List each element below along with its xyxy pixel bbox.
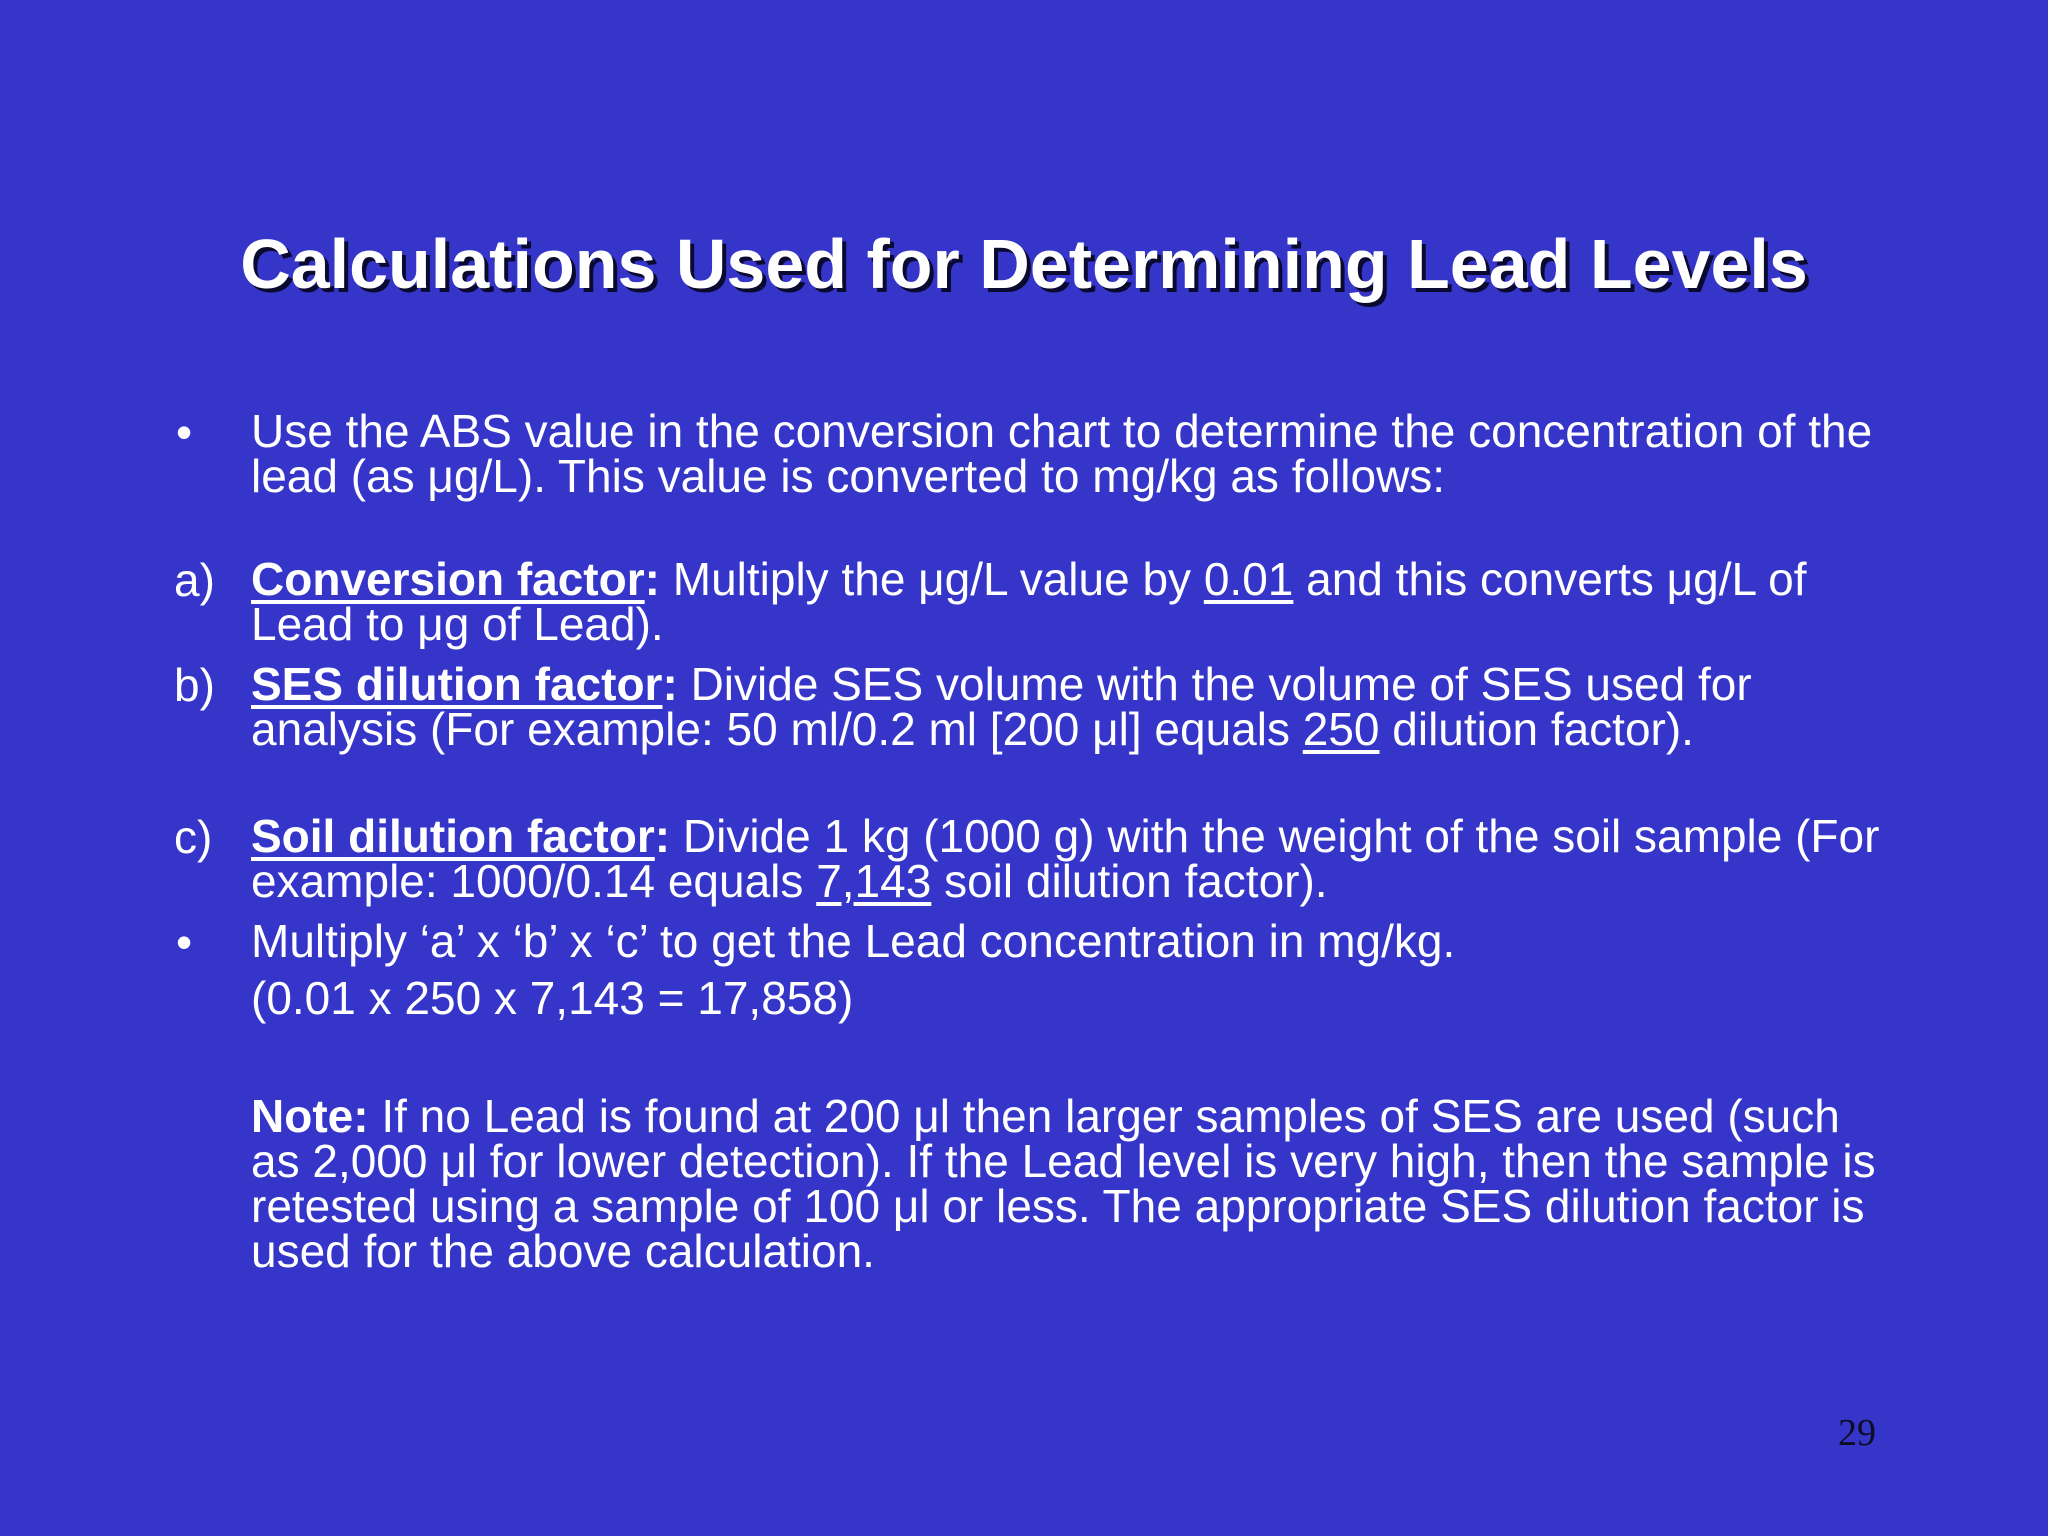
term-colon: : — [654, 810, 671, 862]
text-after: and this converts μg/L of Lead to μg of Lead). — [251, 553, 1807, 650]
note-text — [251, 1090, 1881, 1277]
term-conversion-factor: Conversion factor — [251, 553, 645, 605]
text-after: dilution factor). — [1379, 703, 1694, 755]
list-text-a — [251, 553, 1881, 650]
text-before: Multiply the μg/L value by — [659, 553, 1204, 605]
term-ses-dilution-factor: SES dilution factor — [251, 658, 663, 710]
bullet-text: Multiply ‘a’ x ‘b’ x ‘c’ to get the Lead concentration in mg/kg. — [251, 915, 1456, 967]
list-text-b — [251, 658, 1881, 755]
text-before: Divide SES volume with the volume of SES used for analysis (For example: 50 ml/0.2 ml [200 μl] equals — [251, 658, 1752, 755]
value-conversion-factor: 0.01 — [1203, 553, 1294, 605]
value-soil-dilution-factor: 7,143 — [816, 855, 932, 907]
text-before: Divide 1 kg (1000 g) with the weight of the soil sample (For example: 1000/0.14 equals — [251, 810, 1880, 907]
text-after: soil dilution factor). — [931, 855, 1328, 907]
list-marker-b: b) — [174, 659, 215, 711]
bullet-text: Use the ABS value in the conversion chart to determine the concentration of the lead (as μg/L). This value is converted to mg/kg as follows: — [251, 405, 1873, 502]
formula: (0.01 x 250 x 7,143 = 17,858) — [251, 972, 854, 1024]
term-colon: : — [662, 658, 678, 710]
list-marker-c: c) — [174, 811, 213, 863]
page-number: 29 — [1838, 1412, 1876, 1454]
term-soil-dilution-factor: Soil dilution factor — [251, 810, 655, 862]
note-body: If no Lead is found at 200 μl then larger samples of SES are used (such as 2,000 μl for lower detection). If the Lead level is very high, then the sample is retested using a sample of 100 μl or less. The appropriate SES dilution factor is used for the above calculation. — [251, 1090, 1876, 1277]
value-ses-dilution-factor: 250 — [1302, 703, 1380, 755]
list-marker-a: a) — [174, 554, 215, 606]
slide-title: Calculations Used for Determining Lead Levels — [240, 225, 1808, 303]
list-text-c — [251, 810, 1881, 907]
note-label: Note: — [251, 1090, 369, 1142]
term-colon: : — [644, 553, 660, 605]
bullet-marker: • — [176, 916, 193, 968]
bullet-marker: • — [176, 406, 193, 458]
